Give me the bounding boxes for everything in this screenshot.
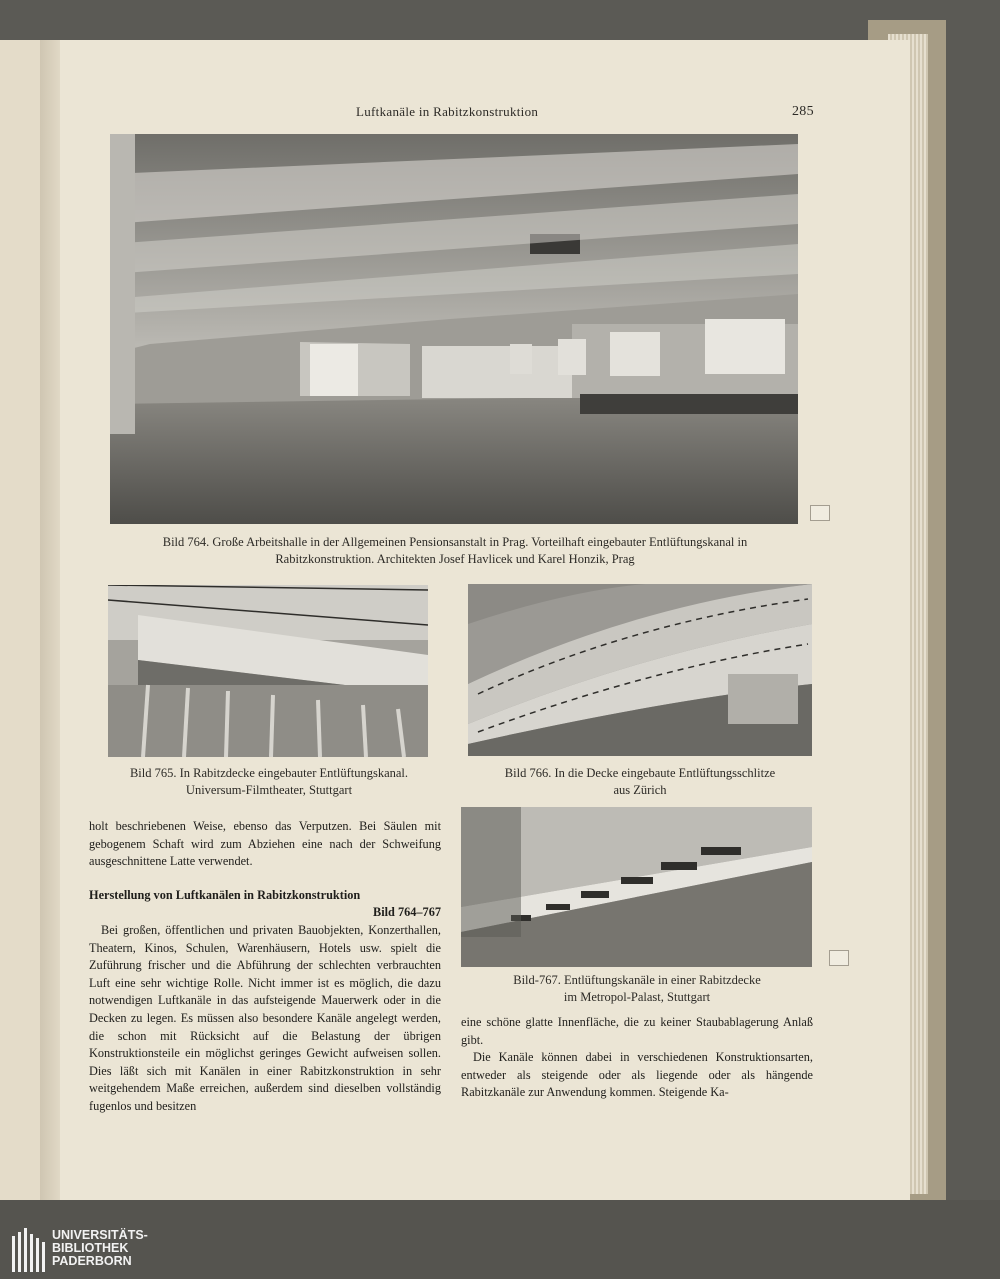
figure-765-caption [106, 765, 432, 799]
page-number: 285 [792, 104, 814, 119]
figure-766-photo [468, 584, 812, 756]
caption-line: Bild 765. In Rabitzdecke eingebauter Entlüftungskanal. [129, 766, 409, 780]
caption-line: im Metropol-Palast, Stuttgart [563, 990, 711, 1004]
figure-765-photo [108, 585, 428, 757]
caption-line: Bild 764. Große Arbeitshalle in der Allgemeinen Pensionsanstalt in Prag. Vorteilhaft eingebauter Entlüftungskanal in [162, 535, 748, 549]
caption-line: Universum-Filmtheater, Stuttgart [185, 783, 353, 797]
library-logo-icon [12, 1228, 48, 1276]
page-marker [810, 505, 830, 521]
left-text-column [89, 818, 441, 1116]
library-name [52, 1229, 148, 1268]
section-heading: Herstellung von Luftkanälen in Rabitzkonstruktion [89, 887, 361, 902]
library-name-line: UNIVERSITÄTS- [52, 1228, 148, 1242]
body-paragraph: Bei großen, öffentlichen und privaten Bauobjekten, Konzerthallen, Theatern, Kinos, Schulen, Warenhäusern, Hotels usw. spielt die Zuführung frischer und die Abführung der schlechten verbrauchten Luft eine sehr wichtige Rolle. Nicht immer ist es möglich, die dazu notwendigen Luftkanäle in das aufsteigende Mauerwerk oder in die Decken zu legen. Es müssen also besondere Kanäle angelegt werden, die schon mit Rücksicht auf die Belastung der übrigen Konstruktionsteile ein möglichst geringes Gewicht aufweisen sollen. Dies läßt sich mit Kanälen in einer Rabitzkonstruktion in sehr weitgehendem Maße erreichen, außerdem sind dieselben vollständig fugenlos und besitzen [89, 922, 441, 1113]
figure-767-photo [461, 807, 812, 967]
figure-764-caption [110, 534, 800, 568]
scan-footer [0, 1200, 1000, 1279]
intro-paragraph: holt beschriebenen Weise, ebenso das Verputzen. Bei Säulen mit gebogenem Schaft wird zum Abziehen eine nach der Schweifung ausgeschnittene Latte verwendet. [89, 819, 441, 869]
figure-767-caption [462, 972, 812, 1006]
library-name-line: PADERBORN [52, 1254, 132, 1268]
continued-paragraph: eine schöne glatte Innenfläche, die zu keiner Staubablagerung Anlaß gibt. [461, 1015, 813, 1047]
caption-line: aus Zürich [613, 783, 667, 797]
figure-764-photo [110, 134, 798, 524]
left-page-edge [0, 40, 45, 1200]
body-paragraph: Die Kanäle können dabei in verschiedenen Konstruktionsarten, entweder als steigende oder als liegende oder als hängende Rabitzkanäle zur Anwendung kommen. Steigende Ka- [461, 1050, 813, 1100]
running-title: Luftkanäle in Rabitzkonstruktion [356, 104, 539, 119]
caption-line: Rabitzkonstruktion. Architekten Josef Havlicek und Karel Honzik, Prag [275, 552, 635, 566]
right-text-column [461, 1014, 813, 1102]
page-marker [829, 950, 849, 966]
figure-766-caption [466, 765, 814, 799]
library-name-line: BIBLIOTHEK [52, 1241, 129, 1255]
caption-line: Bild-767. Entlüftungskanäle in einer Rabitzdecke [513, 973, 761, 987]
caption-line: Bild 766. In die Decke eingebaute Entlüftungsschlitze [504, 766, 776, 780]
section-figure-reference: Bild 764–767 [373, 905, 441, 920]
